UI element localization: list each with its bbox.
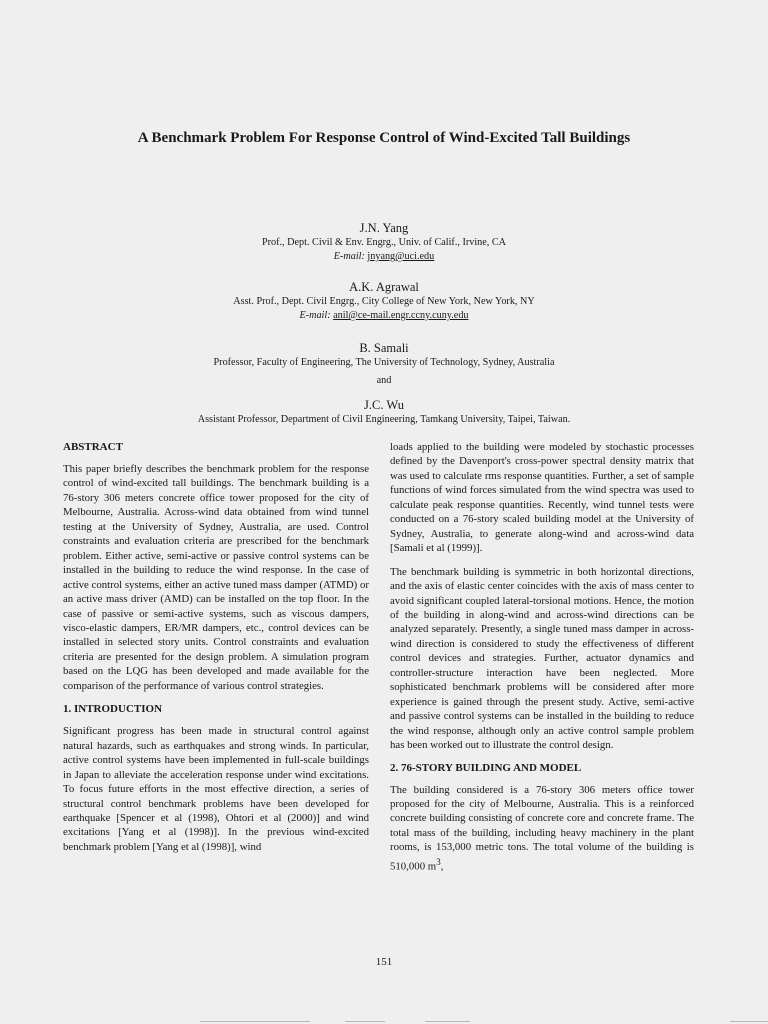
author-name: J.N. Yang — [359, 221, 409, 235]
author-name: A.K. Agrawal — [349, 280, 419, 294]
abstract-heading: ABSTRACT — [63, 441, 123, 453]
introduction-paragraph: Significant progress has been made in structural control against natural hazards, such as earthquakes and strong winds. In particular, active control systems have been implemented in full-scale buildings in Japan to alleviate the acceleration response under wind excitations. To focus future efforts in the most effective direction, a series of structural control benchmark problems have been developed for earthquake [Spencer et al (1998), Ohtori et al (2000)] and wind excitations [Yang et al (1998)]. In the previous wind-excited benchmark problem [Yang et al (1998)], wind — [63, 725, 369, 853]
scan-artifact — [425, 1021, 470, 1022]
body-text: The building considered is a 76-story 306 meters office tower proposed for the city of Melbourne, Australia. This is a reinforced concrete building consisting of concrete core and concrete frame. The total mass of the building, including heavy machinery in the plant rooms, is 153,000 metric tons. The total volume of the building is 510,000 m — [390, 783, 694, 873]
and-word: and — [376, 375, 392, 386]
scan-artifact — [200, 1021, 310, 1022]
page-number: 151 — [375, 956, 393, 968]
body-paragraph — [390, 783, 694, 874]
author-block-samali — [40, 340, 728, 388]
introduction-heading: 1. INTRODUCTION — [63, 703, 163, 716]
author-affiliation: Assistant Professor, Department of Civil Engineering, Tamkang University, Taipei, Taiwan. — [197, 414, 571, 425]
email-label: E-mail: — [333, 251, 365, 262]
author-block-agrawal — [40, 279, 728, 323]
section-heading: 2. 76-STORY BUILDING AND MODEL — [390, 761, 582, 774]
scan-artifact — [730, 1021, 768, 1022]
abstract-paragraph: This paper briefly describes the benchmark problem for the response control of wind-excited tall buildings. The benchmark building is a 76-story 306 meters concrete office tower proposed for the city of Melbourne, Australia. Across-wind data obtained from wind tunnel testing at the University of Sydney, Australia, are used. Control constraints and evaluation criteria are prescribed for the benchmark problem. Either active, semi-active or passive control systems can be installed in the building to reduce the wind response. In the case of active control systems, either an active tuned mass damper (ATMD) or an active mass driver (AMD) can be installed on the top floor. In the case of passive or semi-active systems, such as viscous dampers, visco-elastic dampers, ER/MR dampers, etc., control devices can be installed in selected story units. Control constraints and evaluation criteria are presented for the design problem. A simulation program based on the LQG has been developed and made available for the comparison of the performance of various control strategies. — [63, 463, 369, 692]
author-affiliation: Asst. Prof., Dept. Civil Engrg., City College of New York, New York, NY — [233, 296, 535, 307]
author-name: B. Samali — [359, 341, 409, 355]
email-label: E-mail: — [299, 310, 331, 321]
email-link[interactable]: jnyang@uci.edu — [367, 251, 435, 262]
author-affiliation: Prof., Dept. Civil & Env. Engrg., Univ. of Calif., Irvine, CA — [261, 237, 507, 248]
scan-artifact — [345, 1021, 385, 1022]
right-column — [390, 440, 694, 883]
author-email-line — [40, 309, 728, 323]
email-link[interactable]: anil@ce-mail.engr.ccny.cuny.edu — [333, 310, 469, 321]
author-affiliation: Professor, Faculty of Engineering, The University of Technology, Sydney, Australia — [213, 357, 555, 368]
author-name: J.C. Wu — [364, 398, 404, 412]
author-email-line — [40, 250, 728, 264]
author-block-yang — [40, 220, 728, 264]
body-paragraph: The benchmark building is symmetric in both horizontal directions, and the axis of elastic center coincides with the axis of mass center to avoid significant coupled lateral-torsional motions. Hence, the motion of the building in along-wind and across-wind directions can be analyzed separately. Presently, a single tuned mass damper in across-wind direction is considered to study the effectiveness of different control devices and strategies. Further, actuator dynamics and controller-structure interaction have been neglected. More sophisticated benchmark problems will be considered after more experience is gained through the present study. Active, semi-active and passive control systems can be installed in the building to reduce the wind response, although only an active control sample problem has been worked out to illustrate the control design. — [390, 565, 694, 752]
superscript: 3 — [436, 856, 441, 867]
left-column — [63, 440, 369, 863]
paper-title: A Benchmark Problem For Response Control of Wind-Excited Tall Buildings — [137, 130, 631, 146]
author-block-wu — [40, 397, 728, 427]
body-text: , — [440, 860, 444, 873]
body-paragraph: loads applied to the building were modeled by stochastic processes defined by the Davenport's cross-power spectral density matrix that was used to calculate rms response quantities. Further, a set of sample functions of wind forces simulated from the wind spectra was used to calculate peak response quantities. Recently, wind tunnel tests were conducted on a 76-story scaled building model at the University of Sydney, Australia, to generate along-wind and across-wind data [Samali et al (1999)]. — [390, 441, 694, 555]
